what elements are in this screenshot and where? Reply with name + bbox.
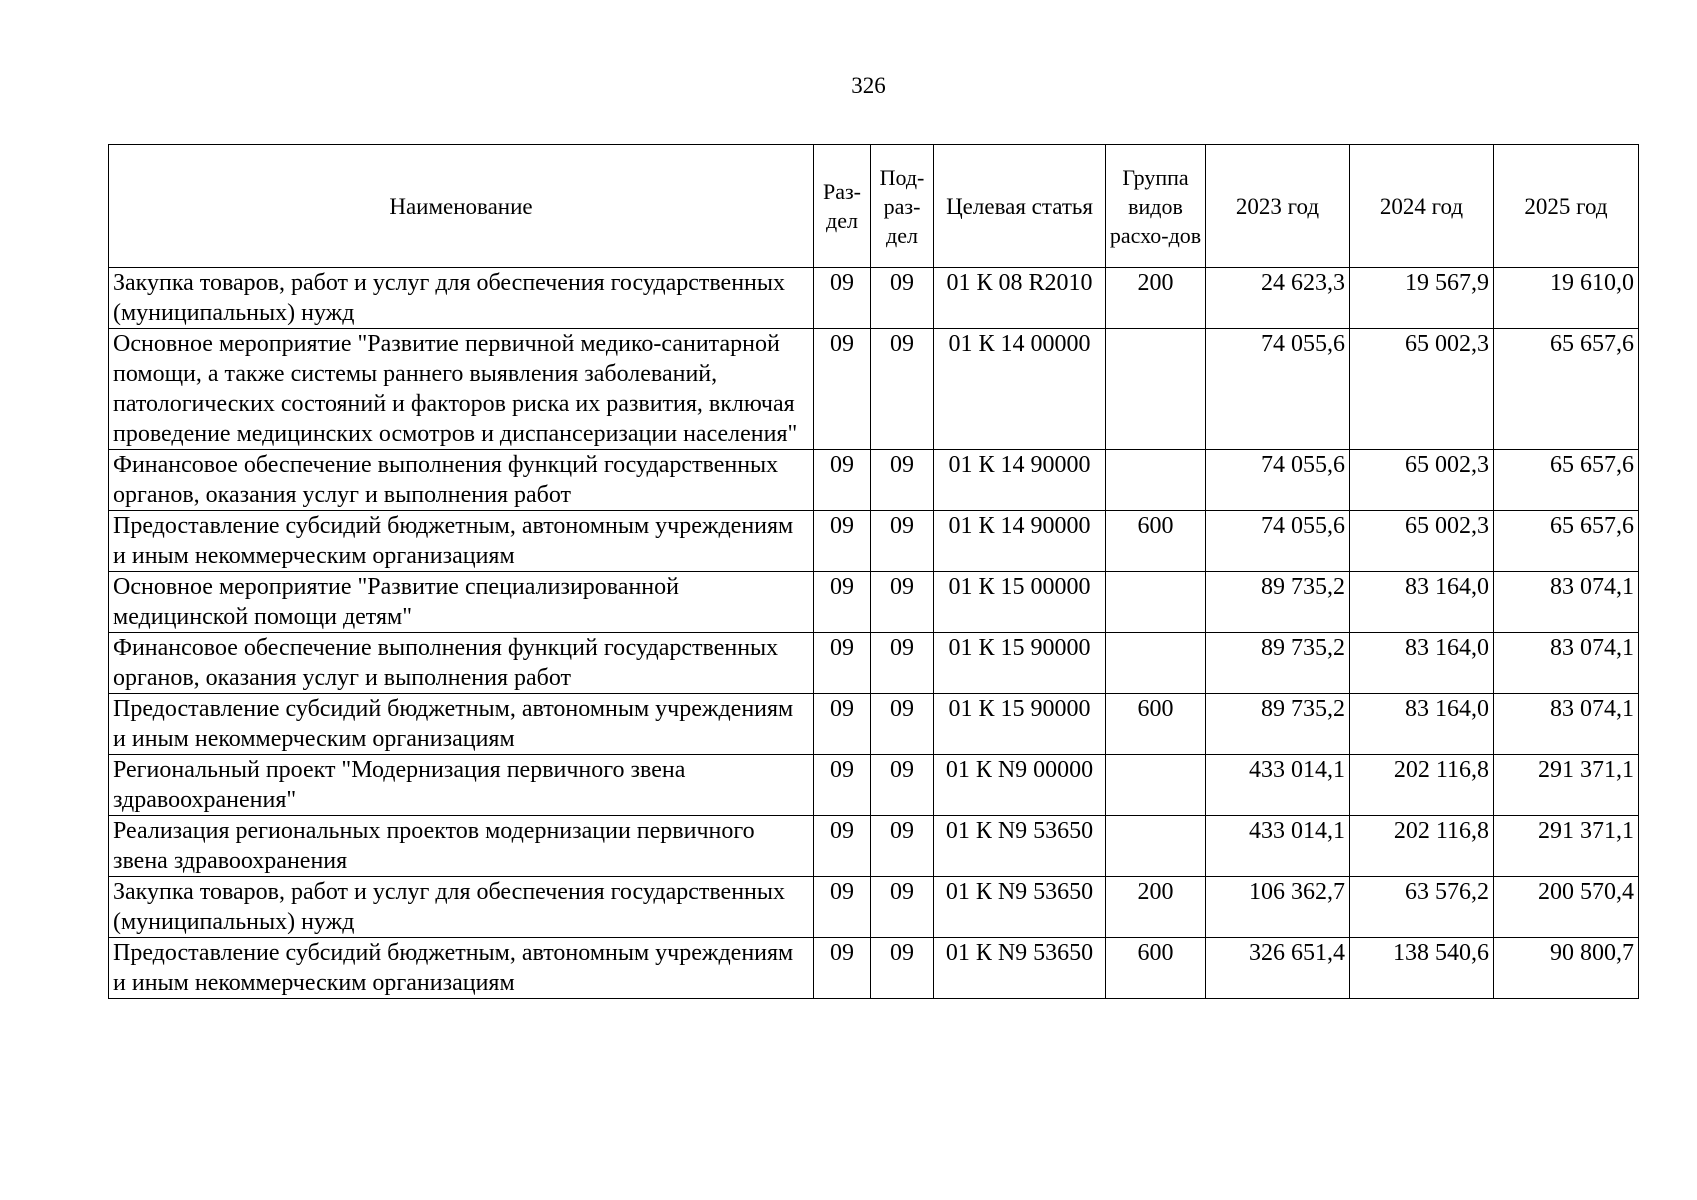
cell-target-item: 01 К 08 R2010	[934, 268, 1106, 329]
header-name: Наименование	[109, 145, 814, 268]
cell-section: 09	[814, 694, 871, 755]
cell-2024: 65 002,3	[1350, 511, 1494, 572]
cell-2023: 24 623,3	[1206, 268, 1350, 329]
cell-name: Предоставление субсидий бюджетным, автономным учреждениям и иным некоммерческим организациям	[109, 694, 814, 755]
budget-table	[108, 144, 1639, 999]
cell-2025: 83 074,1	[1494, 572, 1639, 633]
cell-expense-group: 200	[1106, 268, 1206, 329]
cell-subsection: 09	[871, 268, 934, 329]
cell-2023: 433 014,1	[1206, 755, 1350, 816]
cell-name: Закупка товаров, работ и услуг для обеспечения государственных (муниципальных) нужд	[109, 877, 814, 938]
cell-section: 09	[814, 572, 871, 633]
cell-expense-group	[1106, 329, 1206, 450]
cell-2023: 89 735,2	[1206, 694, 1350, 755]
cell-section: 09	[814, 511, 871, 572]
cell-expense-group: 600	[1106, 511, 1206, 572]
table-row	[109, 329, 1639, 450]
cell-target-item: 01 К 14 90000	[934, 450, 1106, 511]
table-row	[109, 268, 1639, 329]
table-row	[109, 816, 1639, 877]
cell-name: Основное мероприятие "Развитие первичной медико-санитарной помощи, а также системы раннего выявления заболеваний, патологических состояний и факторов риска их развития, включая проведение медицинских осмотров и диспансеризации населения"	[109, 329, 814, 450]
cell-subsection: 09	[871, 450, 934, 511]
cell-2024: 65 002,3	[1350, 450, 1494, 511]
header-row	[109, 145, 1639, 268]
cell-name: Региональный проект "Модернизация первичного звена здравоохранения"	[109, 755, 814, 816]
cell-subsection: 09	[871, 755, 934, 816]
cell-name: Основное мероприятие "Развитие специализированной медицинской помощи детям"	[109, 572, 814, 633]
cell-section: 09	[814, 877, 871, 938]
table-row	[109, 572, 1639, 633]
cell-expense-group	[1106, 633, 1206, 694]
cell-2025: 65 657,6	[1494, 511, 1639, 572]
cell-name: Финансовое обеспечение выполнения функций государственных органов, оказания услуг и выполнения работ	[109, 450, 814, 511]
cell-2025: 19 610,0	[1494, 268, 1639, 329]
table-row	[109, 511, 1639, 572]
cell-2025: 291 371,1	[1494, 816, 1639, 877]
cell-2023: 89 735,2	[1206, 633, 1350, 694]
cell-2024: 138 540,6	[1350, 938, 1494, 999]
cell-expense-group: 600	[1106, 938, 1206, 999]
cell-expense-group	[1106, 755, 1206, 816]
header-section: Раз-дел	[814, 145, 871, 268]
table-row	[109, 938, 1639, 999]
cell-2025: 65 657,6	[1494, 329, 1639, 450]
cell-2025: 83 074,1	[1494, 694, 1639, 755]
cell-section: 09	[814, 633, 871, 694]
cell-subsection: 09	[871, 877, 934, 938]
cell-expense-group	[1106, 572, 1206, 633]
cell-2025: 291 371,1	[1494, 755, 1639, 816]
cell-expense-group: 600	[1106, 694, 1206, 755]
cell-target-item: 01 К N9 00000	[934, 755, 1106, 816]
cell-name: Закупка товаров, работ и услуг для обеспечения государственных (муниципальных) нужд	[109, 268, 814, 329]
cell-section: 09	[814, 450, 871, 511]
table-header	[109, 145, 1639, 268]
cell-subsection: 09	[871, 511, 934, 572]
cell-section: 09	[814, 755, 871, 816]
cell-name: Предоставление субсидий бюджетным, автономным учреждениям и иным некоммерческим организациям	[109, 938, 814, 999]
page-number: 326	[851, 73, 886, 98]
cell-2024: 19 567,9	[1350, 268, 1494, 329]
cell-section: 09	[814, 938, 871, 999]
cell-name: Предоставление субсидий бюджетным, автономным учреждениям и иным некоммерческим организациям	[109, 511, 814, 572]
cell-expense-group	[1106, 450, 1206, 511]
table-row	[109, 877, 1639, 938]
cell-section: 09	[814, 816, 871, 877]
cell-expense-group	[1106, 816, 1206, 877]
header-target-item: Целевая статья	[934, 145, 1106, 268]
cell-target-item: 01 К 15 90000	[934, 633, 1106, 694]
cell-2024: 83 164,0	[1350, 694, 1494, 755]
cell-name: Реализация региональных проектов модернизации первичного звена здравоохранения	[109, 816, 814, 877]
cell-2023: 74 055,6	[1206, 511, 1350, 572]
cell-2025: 200 570,4	[1494, 877, 1639, 938]
cell-2024: 202 116,8	[1350, 816, 1494, 877]
cell-section: 09	[814, 329, 871, 450]
cell-target-item: 01 К N9 53650	[934, 877, 1106, 938]
cell-name: Финансовое обеспечение выполнения функций государственных органов, оказания услуг и выполнения работ	[109, 633, 814, 694]
cell-target-item: 01 К N9 53650	[934, 938, 1106, 999]
header-year-2025: 2025 год	[1494, 145, 1639, 268]
cell-target-item: 01 К 14 00000	[934, 329, 1106, 450]
cell-subsection: 09	[871, 816, 934, 877]
cell-subsection: 09	[871, 694, 934, 755]
header-expense-group: Группа видов расхо-дов	[1106, 145, 1206, 268]
cell-2023: 89 735,2	[1206, 572, 1350, 633]
cell-2024: 202 116,8	[1350, 755, 1494, 816]
cell-subsection: 09	[871, 633, 934, 694]
table-body	[109, 268, 1639, 999]
cell-2024: 65 002,3	[1350, 329, 1494, 450]
table-row	[109, 450, 1639, 511]
cell-target-item: 01 К 15 00000	[934, 572, 1106, 633]
cell-2025: 90 800,7	[1494, 938, 1639, 999]
cell-2024: 83 164,0	[1350, 633, 1494, 694]
cell-subsection: 09	[871, 572, 934, 633]
table-row	[109, 694, 1639, 755]
cell-section: 09	[814, 268, 871, 329]
cell-subsection: 09	[871, 329, 934, 450]
cell-2023: 74 055,6	[1206, 450, 1350, 511]
cell-2023: 433 014,1	[1206, 816, 1350, 877]
cell-2024: 63 576,2	[1350, 877, 1494, 938]
cell-target-item: 01 К 15 90000	[934, 694, 1106, 755]
cell-2025: 83 074,1	[1494, 633, 1639, 694]
cell-2023: 106 362,7	[1206, 877, 1350, 938]
cell-2025: 65 657,6	[1494, 450, 1639, 511]
header-subsection: Под-раз-дел	[871, 145, 934, 268]
cell-2024: 83 164,0	[1350, 572, 1494, 633]
header-year-2023: 2023 год	[1206, 145, 1350, 268]
cell-2023: 326 651,4	[1206, 938, 1350, 999]
table-row	[109, 633, 1639, 694]
header-year-2024: 2024 год	[1350, 145, 1494, 268]
cell-subsection: 09	[871, 938, 934, 999]
cell-expense-group: 200	[1106, 877, 1206, 938]
table-row	[109, 755, 1639, 816]
cell-2023: 74 055,6	[1206, 329, 1350, 450]
cell-target-item: 01 К N9 53650	[934, 816, 1106, 877]
cell-target-item: 01 К 14 90000	[934, 511, 1106, 572]
